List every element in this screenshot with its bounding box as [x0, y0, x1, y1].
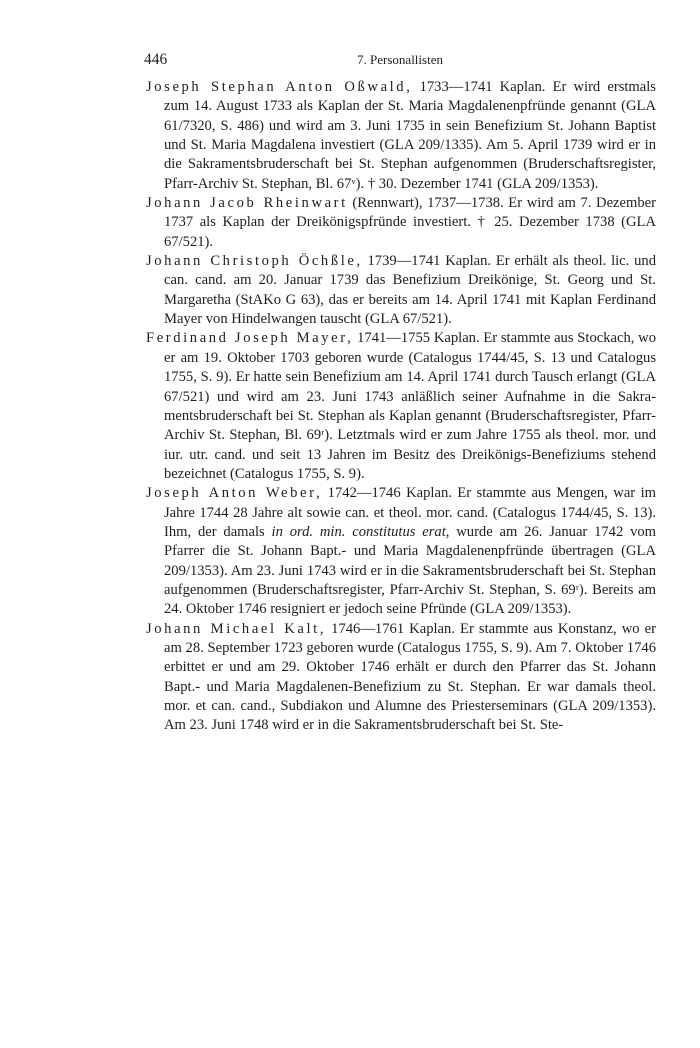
personnel-list — [146, 78, 656, 736]
entry-text: 1739—1741 Kaplan. Er erhält als theol. lic. und can. cand. am 20. Januar 1739 das Benefizium Dreikönige, St. Georg und St. Margaretha (StAKo G 63), das er bereits am 14. April 1741 mit Kaplan Ferdinand Mayer von Hindelwangen tauscht (GLA 67/521). — [164, 253, 656, 328]
entry-name: Joseph Stephan Anton Oßwald, — [146, 79, 413, 95]
entry-text: 1742—1746 Kaplan. Er stammte aus Mengen, war im Jahre 1744 28 Jahre alt sowie can. et theol. mor. cand. (Catalogus 1744/45, S. 13). Ihm, der damals — [164, 485, 657, 540]
entry-name: Johann Christoph Öchßle, — [146, 253, 363, 270]
page-number: 446 — [144, 51, 168, 68]
entry-osswald — [146, 78, 656, 194]
entry-weber — [146, 484, 656, 619]
entry-name: Johann Michael Kalt, — [146, 620, 327, 637]
entry-text-continued: wurde am 26. Januar 1742 vom Pfarrer die St. Johann Bapt.- und Maria Magdalenenpfründe übertragen (GLA 209/1353). Am 23. Juni 1743 wird er in die Sakramentsbruderschaft bei St. Stephan aufgenommen (Bruderschaftsregister, Pfarr-Archiv St. Stephan, S. 69ʳ). Bereits am 24. Oktober 1746 resigniert er jedoch seine Pfründe (GLA 209/1353). — [164, 523, 657, 618]
entry-text: 1733—1741 Kaplan. Er wird erstmals zum 14. August 1733 als Kaplan der St. Maria Magdalenenpfründe genannt (GLA 61/7320, S. 486) und wird am 3. Juni 1735 in sein Benefizium St. Johann Baptist und St. Maria Magdalena investiert (GLA 209/1335). Am 5. April 1739 wird er in die Sakramentsbruderschaft bei St. Stephan aufgenommen (Bruderschaftsregister, Pfarr-Archiv St. Stephan, Bl. 67ᵛ). † 30. Dezember 1741 (GLA 209/1353). — [164, 79, 656, 192]
entry-name: Johann Jacob Rheinwart — [146, 195, 348, 212]
entry-kalt — [146, 620, 656, 736]
entry-rheinwart — [146, 194, 656, 252]
entry-name: Joseph Anton Weber, — [146, 485, 323, 502]
entry-text: 1741—1755 Kaplan. Er stammte aus Stockach, wo er am 19. Oktober 1703 geboren wurde (Catalogus 1744/45, S. 13 und Catalogus 1755, S. 9). Er hatte sein Benefizium am 14. April 1741 durch Tausch erlangt (GLA 67/521) und wird am 23. Juni 1743 anläßlich seiner Aufnahme in die Sakramentsbruderschaft bei St. Stephan als Kaplan genannt (Bruderschaftsregister, Pfarr-Archiv St. Stephan, Bl. 69ʳ). Letztmals wird er zum Jahre 1755 als theol. mor. und iur. utr. cand. und seit 13 Jahren im Besitz des Dreikönigs-Benefiziums stehend bezeichnet (Catalogus 1755, S. 9). — [164, 330, 657, 482]
page-header — [144, 51, 656, 71]
entry-italic-phrase: in ord. min. constitutus erat, — [271, 523, 450, 540]
entry-name: Ferdinand Joseph Mayer, — [146, 330, 354, 347]
entry-text: 1746—1761 Kaplan. Er stammte aus Konstanz, wo er am 28. September 1723 geboren wurde (Catalogus 1755, S. 9). Am 7. Oktober 1746 erbittet er und am 29. Oktober 1746 erhält er durch den Pfarrer das St. Johann Bapt.- und Maria Magdalenen-Benefizium zu St. Stephan. Er war damals theol. mor. et can. cand., Subdiakon und Alumne des Priesterseminars (GLA 209/1353). Am 23. Juni 1748 wird er in die Sakramentsbruderschaft bei St. Ste- — [164, 620, 657, 734]
entry-text: (Rennwart), 1737—1738. Er wird am 7. Dezember 1737 als Kaplan der Dreikönigspfründe investiert. † 25. Dezember 1738 (GLA 67/521). — [164, 195, 656, 250]
running-head: 7. Personallisten — [357, 52, 443, 67]
entry-oechssle — [146, 252, 656, 329]
entry-mayer — [146, 329, 656, 484]
